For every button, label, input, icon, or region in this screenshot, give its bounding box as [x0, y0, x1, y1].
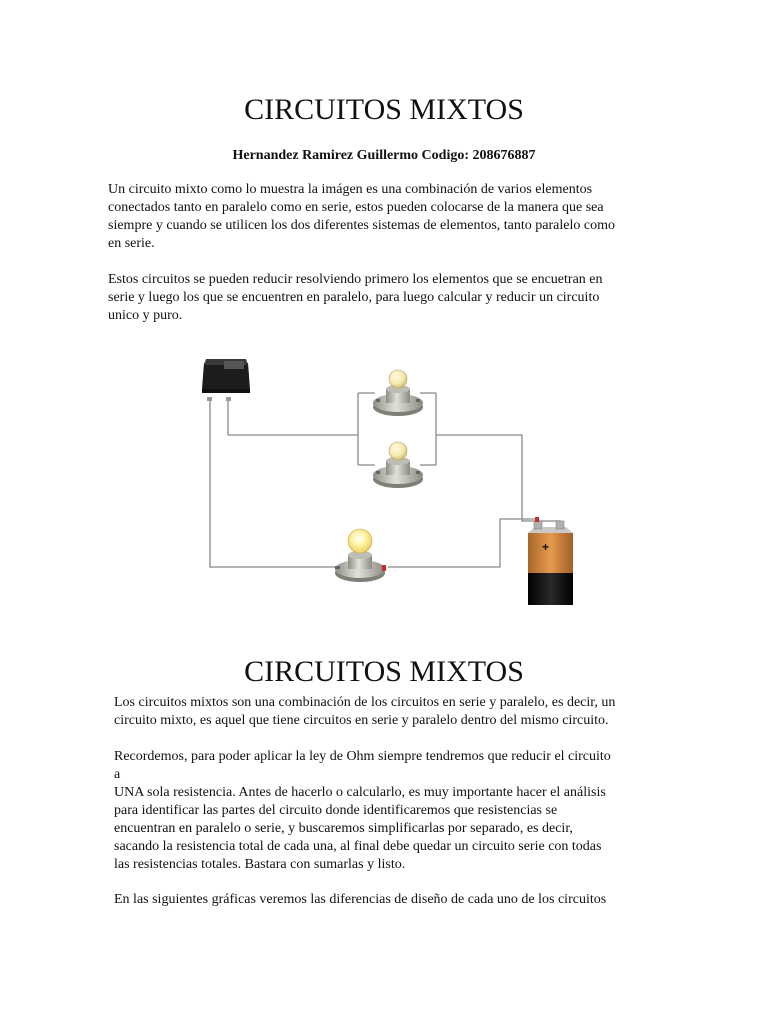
bulb-icon [335, 529, 386, 582]
battery-icon [528, 517, 573, 605]
battery-plus-label: + [542, 540, 550, 554]
section-paragraph-3: En las siguientes gráficas veremos las diferencias de diseño de cada uno de los circuitos [114, 892, 607, 907]
switch-icon [202, 359, 250, 401]
intro-paragraph-2: Estos circuitos se pueden reducir resolviendo primero los elementos que se encuetran en serie y luego los que se encuentren en paralelo, para luego calcular y reducir un circuito unico y puro. [108, 272, 603, 323]
page-title: CIRCUITOS MIXTOS [244, 93, 524, 126]
section-paragraph-2: Recordemos, para poder aplicar la ley de Ohm siempre tendremos que reducir el circuito a UNA sola resistencia. Antes de hacerlo o calcularlo, es muy importante hacer el análisis para identificar las partes del circuito donde identificaremos que resistencias se encuentran en paralelo o serie, y buscaremos simplificarlas por separado, es decir, sacando la resistencia total de cada una, al final debe quedar un circuito serie con todas las resistencias totales. Bastara con sumarlas y listo. [114, 749, 611, 872]
author-line: Hernandez Ramirez Guillermo Codigo: 208676887 [232, 148, 536, 163]
section-title: CIRCUITOS MIXTOS [244, 655, 524, 688]
intro-paragraph-1: Un circuito mixto como lo muestra la imágen es una combinación de varios elementos conectados tanto en paralelo como en serie, estos pueden colocarse de la manera que sea siempre y cuando se utilicen los dos diferentes sistemas de elementos, tanto paralelo como en serie. [108, 182, 615, 251]
section-paragraph-1: Los circuitos mixtos son una combinación de los circuitos en serie y paralelo, es decir, un circuito mixto, es aquel que tiene circuitos en serie y paralelo dentro del mismo circuito. [114, 695, 616, 728]
bulb-icon [373, 370, 423, 416]
bulb-icon [373, 442, 423, 488]
circuit-diagram [190, 345, 600, 610]
